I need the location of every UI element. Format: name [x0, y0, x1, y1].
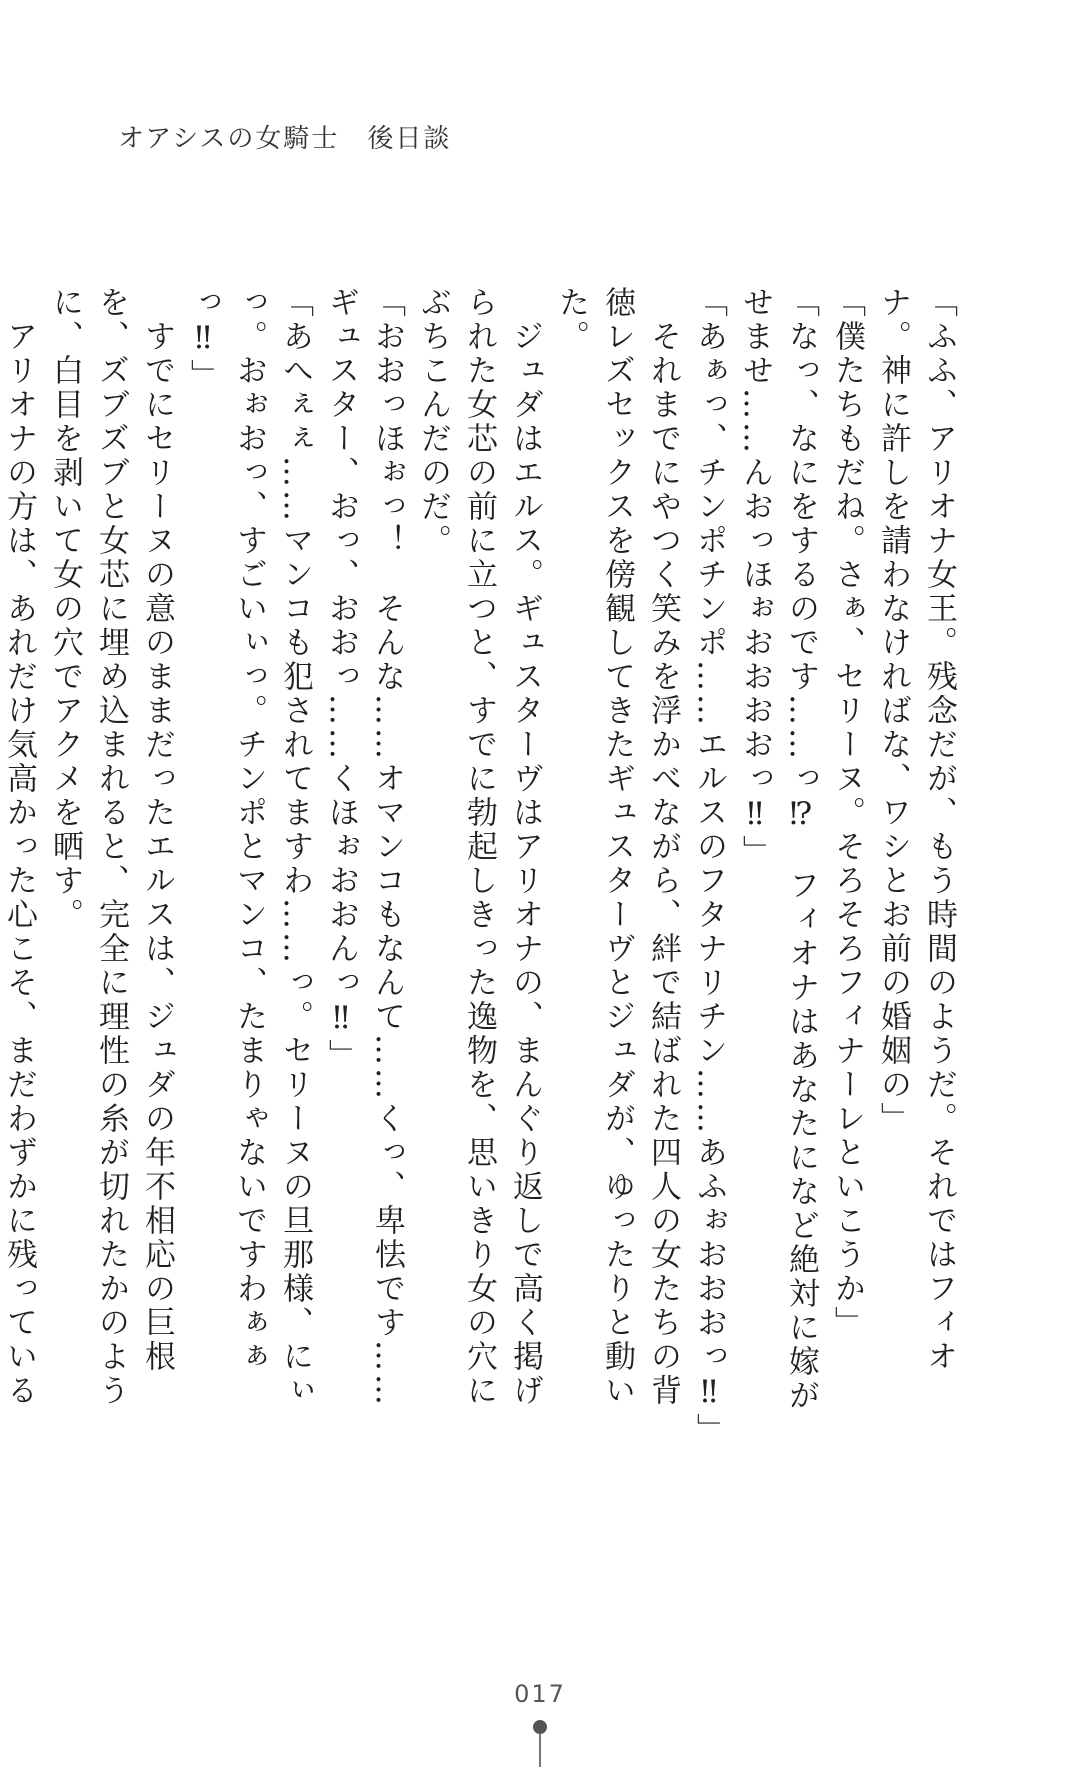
paragraph: アリオナの方は、あれだけ気高かった心こそ、まだわずかに残っている — [1, 320, 37, 1408]
paragraph: 「あへぇぇ……マンコも犯されてますわ……っ。セリーヌの旦那様、にぃっ。おぉおっ、すごいぃっ。チンポとマンコ、たまりゃないですわぁぁっ‼」 — [185, 286, 313, 1408]
page-footer — [0, 1680, 1080, 1767]
page-number: 017 — [514, 1680, 566, 1708]
paragraph: それまでにやつく笑みを浮かべながら、絆で結ばれた四人の女たちの背徳レズセックスを傍観してきたギュスターヴとジュダが、ゆったりと動いた。 — [553, 286, 681, 1408]
vertical-body-text — [1, 286, 962, 1447]
running-header-title: オアシスの女騎士 後日談 — [118, 124, 452, 154]
paragraph: 「おおっほぉっ！ そんな……オマンコもなんて……くっ、卑怯です……ギュスター、おっ、おおっ……くほぉおおんっ‼」 — [323, 286, 405, 1408]
paragraph: 「ふふ、アリオナ女王。残念だが、もう時間のようだ。それではフィオナ。神に許しを請わなければな、ワシとお前の婚姻の」 — [875, 286, 957, 1374]
paragraph: ジュダはエルス。ギュスターヴはアリオナの、まんぐり返しで高く掲げられた女芯の前に立つと、すでに勃起しきった逸物を、思いきり女の穴にぶちこんだのだ。 — [415, 286, 543, 1408]
paragraph: 「なっ、なにをするのです……っ⁉ フィオナはあなたになど絶対に嫁がせませ……んおっほぉおおおおっ‼」 — [737, 286, 819, 1413]
page-marker-dot — [533, 1720, 547, 1734]
page-marker-line — [539, 1734, 541, 1767]
paragraph: 「あぁっ、チンポチンポ……エルスのフタナリチン……あふぉおおおっ‼」 — [691, 286, 727, 1447]
paragraph: 「僕たちもだね。さぁ、セリーヌ。そろそろフィナーレといこうか」 — [829, 286, 865, 1340]
paragraph: すでにセリーヌの意のままだったエルスは、ジュダの年不相応の巨根を、ズブズブと女芯に埋め込まれると、完全に理性の糸が切れたかのように、白目を剥いて女の穴でアクメを晒す。 — [47, 286, 175, 1408]
